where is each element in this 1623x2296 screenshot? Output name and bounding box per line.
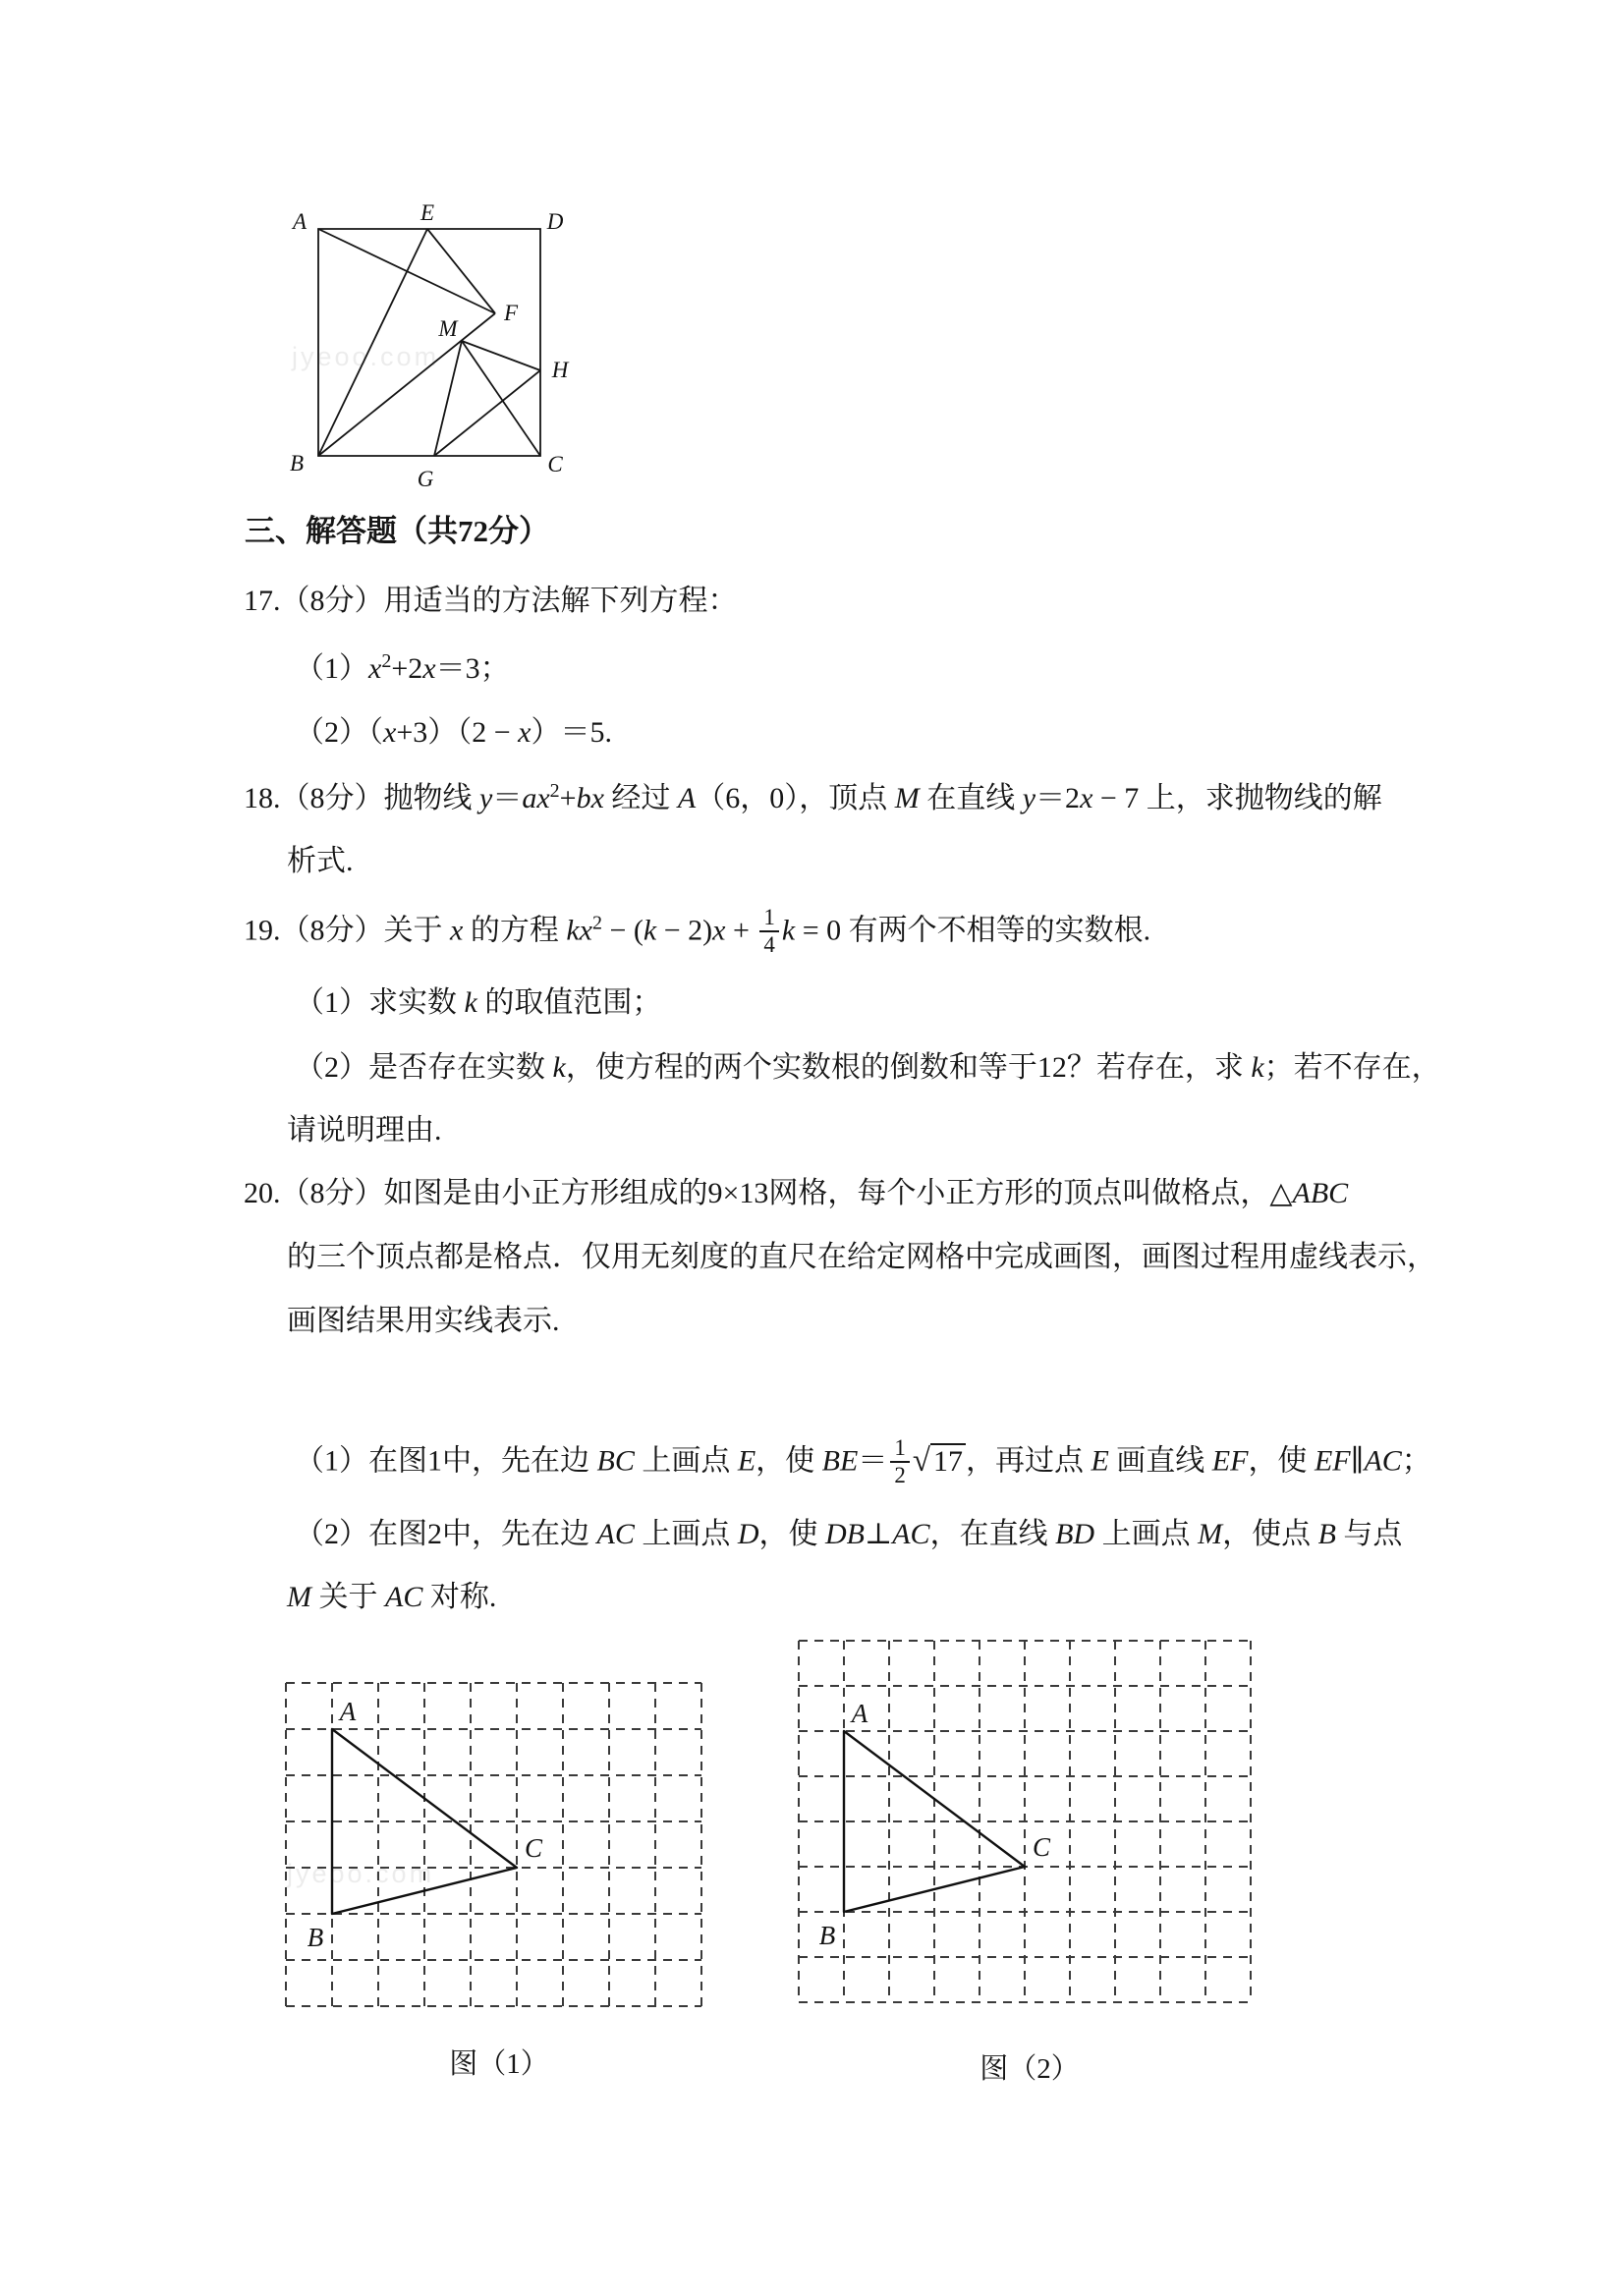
math-var: BD	[1055, 1518, 1095, 1550]
text: （1）求实数	[295, 986, 465, 1019]
watermark-top: jyeoo.com	[292, 342, 440, 371]
vertex-label-F: F	[503, 301, 519, 325]
math-text: − 2)	[656, 914, 713, 947]
text: 在直线	[919, 782, 1023, 814]
q18-stem-line2: 析式.	[287, 845, 354, 877]
segment-MC	[462, 341, 540, 456]
q19-part2-line2: 请说明理由.	[287, 1114, 442, 1147]
math-exponent: 2	[381, 650, 392, 672]
text: ，使点	[1222, 1518, 1318, 1550]
math-var: x	[712, 914, 726, 947]
text: 18.（8分）抛物线	[244, 782, 479, 814]
math-var: k	[781, 914, 796, 947]
math-var: k	[643, 914, 657, 947]
math-var: AC	[385, 1581, 423, 1613]
math-var: ax	[522, 782, 550, 814]
math-text: − (	[601, 914, 644, 947]
fraction-numerator: 1	[890, 1436, 910, 1463]
text: 经过	[603, 782, 678, 814]
math-exponent: 2	[549, 780, 560, 802]
math-var: DB	[825, 1518, 866, 1550]
fraction-one-half	[890, 1436, 910, 1487]
math-var: k	[1251, 1051, 1264, 1084]
text: 上画点	[1094, 1518, 1199, 1550]
math-var: k	[464, 986, 477, 1019]
watermark-grid1: jyeoo.com	[287, 1859, 435, 1888]
text: 的取值范围；	[476, 986, 662, 1019]
segment-BF	[318, 313, 495, 456]
q20-stem-line2: 的三个顶点都是格点．仅用无刻度的直尺在给定网格中完成画图，画图过程用虚线表示，	[287, 1241, 1436, 1273]
math-exponent: 2	[591, 912, 602, 934]
vertex-label-E: E	[420, 200, 435, 225]
text: （6，0），顶点	[696, 782, 895, 814]
math-text: ）＝5.	[531, 716, 612, 749]
q17-part2	[295, 714, 612, 752]
math-var: ABC	[1292, 1177, 1349, 1209]
grid-figure-2	[789, 1631, 1260, 2012]
math-var: M	[1198, 1518, 1223, 1550]
math-var: BC	[596, 1444, 635, 1478]
math-var: x	[368, 652, 382, 685]
math-var: x	[383, 716, 397, 749]
fraction-numerator: 1	[759, 906, 779, 932]
text: 画直线	[1108, 1444, 1212, 1478]
q17-part2-label: （2）（	[295, 716, 383, 749]
math-text: ＝	[492, 782, 523, 814]
math-var: EF	[1314, 1444, 1351, 1478]
q19-part2-line1	[295, 1049, 1441, 1087]
math-var: AC	[1364, 1444, 1402, 1478]
math-var: kx	[566, 914, 592, 947]
math-var: M	[894, 782, 920, 814]
section-heading: 三、解答题（共72分）	[245, 514, 549, 548]
grid2-caption: 图（2）	[979, 2053, 1080, 2085]
math-var: AC	[596, 1518, 635, 1550]
vertex-label-H: H	[551, 358, 569, 382]
math-text: +3）（2 −	[396, 716, 519, 749]
math-var: x	[450, 914, 464, 947]
text: ，在直线	[929, 1518, 1056, 1550]
text: ；	[1401, 1444, 1431, 1478]
q20-part2-line1	[295, 1516, 1402, 1553]
math-text: ＝2	[1035, 782, 1081, 814]
math-text: +2	[391, 652, 423, 685]
text: ，使	[1248, 1444, 1315, 1478]
q17-part1	[295, 650, 510, 688]
text: 19.（8分）关于	[244, 914, 450, 947]
text: 的方程	[463, 914, 567, 947]
text: ，使	[758, 1518, 826, 1550]
vertex-label-C: C	[547, 452, 563, 476]
text: 与点	[1335, 1518, 1403, 1550]
math-var: k	[552, 1051, 566, 1084]
q20-part1	[295, 1436, 1431, 1487]
vertex-label-A: A	[292, 209, 308, 234]
math-var: E	[1091, 1444, 1109, 1478]
math-var: x	[518, 716, 532, 749]
q17-stem: 17.（8分）用适当的方法解下列方程：	[244, 585, 738, 617]
math-var: y	[1022, 782, 1036, 814]
grid1-caption: 图（1）	[449, 2048, 549, 2080]
radical-sign: √	[912, 1442, 930, 1479]
text: ，再过点	[965, 1444, 1091, 1478]
text: 对称.	[422, 1581, 497, 1613]
math-var: x	[1080, 782, 1093, 814]
triangle-vertex-label-B: B	[307, 1923, 324, 1952]
text: ，使	[756, 1444, 822, 1478]
math-var: BE	[821, 1444, 859, 1478]
vertex-label-B: B	[289, 451, 305, 476]
triangle-vertex-label-B: B	[818, 1921, 836, 1950]
math-var: E	[737, 1444, 756, 1478]
text: ，使方程的两个实数根的倒数和等于12？若存在，求	[565, 1051, 1252, 1084]
triangle-vertex-label-C: C	[1032, 1832, 1051, 1862]
fraction-denominator: 2	[894, 1463, 906, 1488]
q19-stem	[244, 906, 1150, 957]
q17-part1-label: （1）	[295, 652, 368, 685]
fraction-one-quarter	[759, 906, 779, 957]
text: − 7 上，求抛物线的解	[1092, 782, 1382, 814]
q20-part2-line2	[287, 1579, 496, 1616]
q19-part1	[295, 984, 661, 1022]
square-root-17	[912, 1442, 966, 1479]
math-var: D	[737, 1518, 759, 1550]
text: ；若不存在，	[1263, 1051, 1441, 1084]
vertex-label-G: G	[417, 467, 434, 491]
math-var: bx	[576, 782, 604, 814]
math-var: M	[287, 1581, 311, 1613]
parallel-symbol: ∥	[1350, 1444, 1365, 1478]
triangle-vertex-label-A: A	[851, 1699, 868, 1728]
q20-stem-line3: 画图结果用实线表示.	[287, 1305, 560, 1337]
math-var: A	[677, 782, 697, 814]
text: 关于	[311, 1581, 385, 1613]
math-var: x	[422, 652, 436, 685]
triangle-vertex-label-C: C	[524, 1833, 543, 1863]
segment-MH	[462, 341, 540, 370]
math-var: y	[479, 782, 493, 814]
math-text: ＝	[858, 1444, 888, 1478]
text: = 0 有两个不相等的实数根.	[795, 914, 1151, 947]
text: （1）在图1中，先在边	[295, 1444, 597, 1478]
math-var: EF	[1211, 1444, 1249, 1478]
radicand: 17	[930, 1443, 966, 1478]
math-var: AC	[892, 1518, 930, 1550]
text: 20.（8分）如图是由小正方形组成的9×13网格，每个小正方形的顶点叫做格点，△	[244, 1177, 1293, 1209]
perpendicular-symbol: ⊥	[865, 1518, 893, 1550]
q20-stem-line1	[244, 1175, 1348, 1212]
vertex-label-D: D	[546, 209, 564, 234]
grid-figure-1	[276, 1673, 711, 2016]
text: （2）是否存在实数	[295, 1051, 553, 1084]
vertex-label-M: M	[438, 316, 458, 341]
math-text: ＝3；	[435, 652, 510, 685]
text: （2）在图2中，先在边	[295, 1518, 597, 1550]
math-var: B	[1317, 1518, 1336, 1550]
triangle-vertex-label-A: A	[339, 1697, 357, 1726]
segment-EF	[427, 229, 495, 313]
math-text: +	[725, 914, 757, 947]
text: 上画点	[634, 1518, 738, 1550]
segment-GH	[434, 370, 540, 456]
math-text: +	[559, 782, 577, 814]
q18-stem-line1	[244, 780, 1382, 817]
fraction-denominator: 4	[763, 932, 775, 958]
text: 上画点	[634, 1444, 738, 1478]
